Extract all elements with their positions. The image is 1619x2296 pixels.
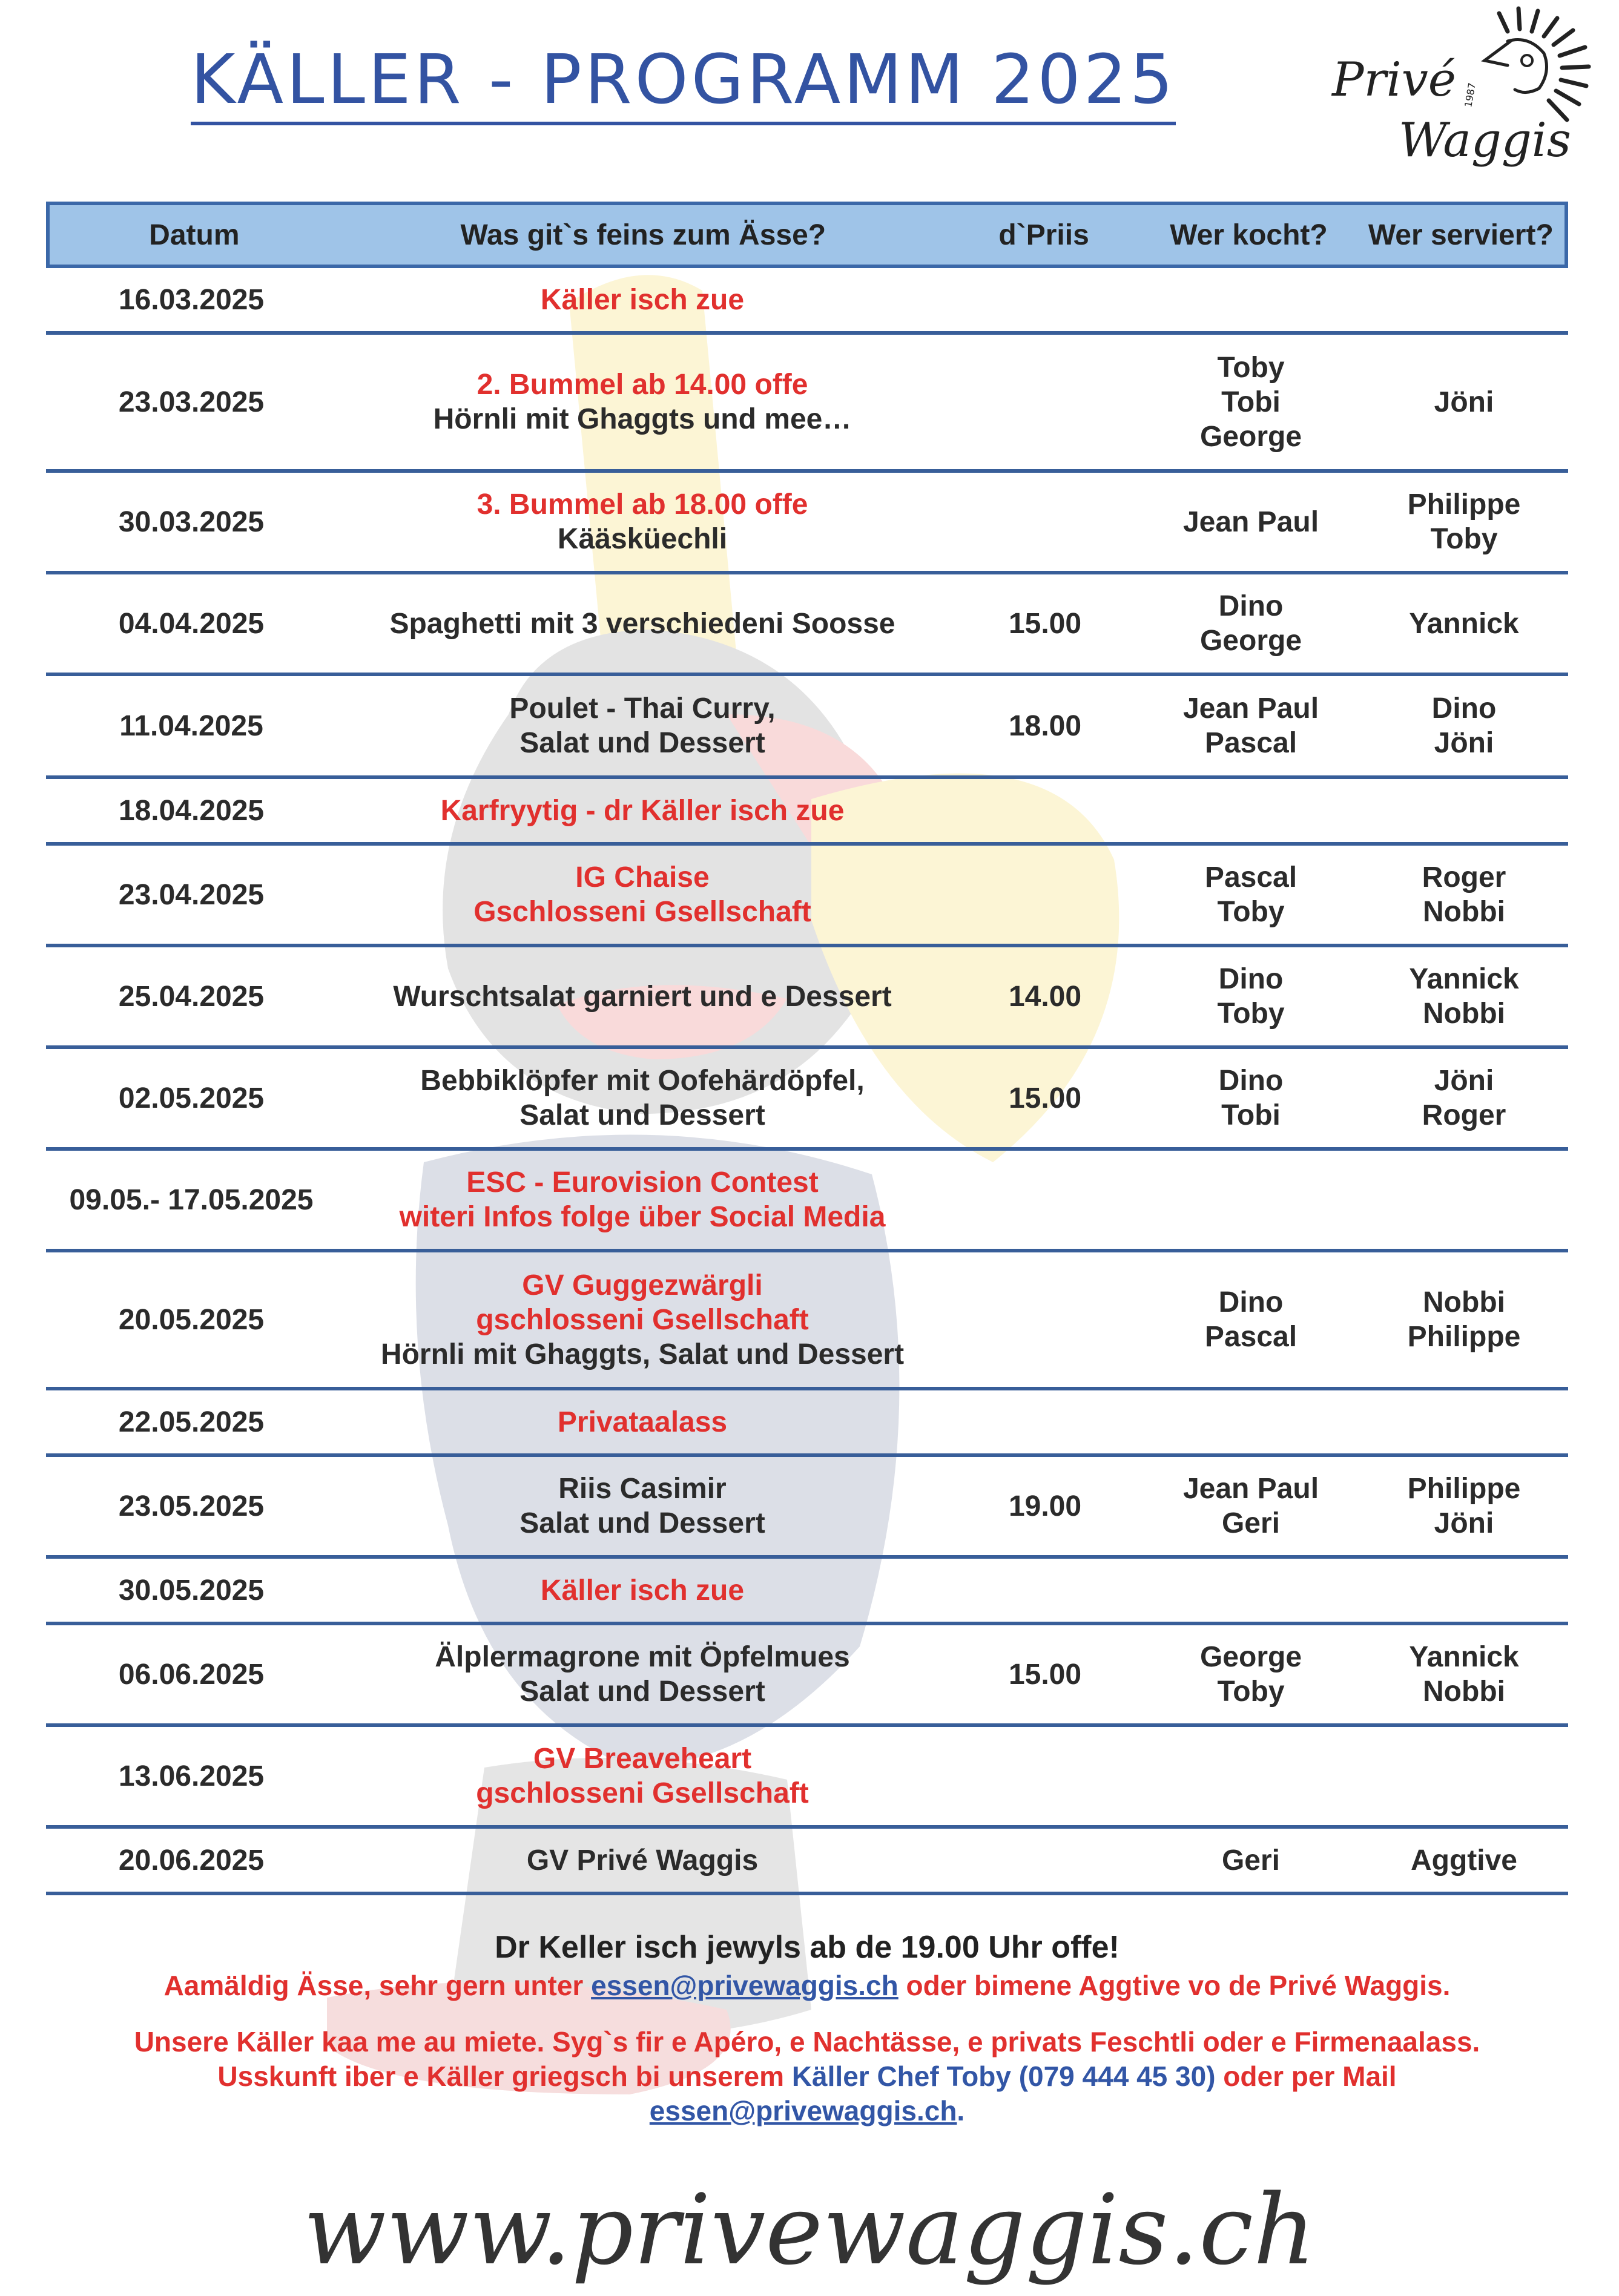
cell-date: 20.06.2025 — [118, 1844, 265, 1877]
footer-notes — [46, 1926, 1568, 2128]
cook-name: Pascal — [1204, 861, 1298, 893]
cell-meal — [337, 1742, 948, 1811]
signup-note: Aamäldig Ässe, sehr gern unter essen@privewaggis.ch oder bimene Aggtive vo de Privé Waggis. — [163, 1970, 1451, 2001]
meal-line: ESC - Eurovision Contest — [466, 1166, 819, 1199]
cell-meal — [337, 1640, 948, 1709]
cell-date: 30.05.2025 — [118, 1574, 265, 1607]
cell-serve — [1360, 691, 1568, 760]
cell-cook — [1142, 1285, 1360, 1354]
cell-meal — [337, 367, 948, 436]
cook-name: Jean Paul — [1182, 692, 1319, 725]
table-row — [46, 1727, 1568, 1829]
cell-serve — [1360, 487, 1568, 556]
server-name: Yannick — [1409, 1641, 1519, 1673]
cell-meal — [337, 691, 948, 760]
cell-date: 16.03.2025 — [118, 283, 265, 316]
server-name: Roger — [1422, 1099, 1506, 1131]
cell-meal — [337, 794, 948, 828]
meal-line: gschlosseni Gsellschaft — [476, 1777, 809, 1809]
opening-hours-note: Dr Keller isch jewyls ab de 19.00 Uhr offe! — [495, 1930, 1119, 1965]
table-row — [46, 473, 1568, 574]
meal-line: Älplermagrone mit Öpfelmues — [435, 1641, 850, 1673]
server-name: Aggtive — [1410, 1844, 1517, 1877]
cook-name: Toby — [1217, 351, 1285, 384]
cook-name: Tobi — [1221, 386, 1281, 418]
server-name: Philippe — [1407, 1321, 1521, 1353]
cell-date: 30.03.2025 — [118, 505, 265, 538]
table-row — [46, 1829, 1568, 1895]
cell-meal — [337, 1165, 948, 1234]
cook-name: Pascal — [1204, 1321, 1298, 1353]
cell-cook — [1142, 860, 1360, 929]
meal-line: Gschlosseni Gsellschaft — [473, 896, 811, 928]
rent-note: Unsere Käller kaa me au miete. Syg`s fir e Apéro, e Nachtässe, e privats Feschtli oder e Firmenaalass. — [134, 2026, 1480, 2058]
table-row — [46, 335, 1568, 473]
svg-text:1987: 1987 — [1462, 82, 1479, 108]
cook-name: Dino — [1218, 1286, 1284, 1318]
server-name: Philippe — [1407, 488, 1521, 521]
server-name: Dino — [1431, 692, 1497, 725]
server-name: Yannick — [1409, 963, 1519, 995]
server-name: Toby — [1430, 523, 1498, 555]
cell-serve — [1360, 385, 1568, 419]
cell-meal — [337, 979, 948, 1014]
table-row — [46, 1457, 1568, 1559]
cell-cook — [1142, 589, 1360, 658]
header-meal: Was git`s feins zum Ässe? — [460, 219, 826, 251]
server-name: Nobbi — [1423, 998, 1505, 1030]
cell-meal — [337, 1472, 948, 1541]
meal-line: witeri Infos folge über Social Media — [399, 1201, 886, 1233]
table-row — [46, 1151, 1568, 1252]
cell-serve — [1360, 1064, 1568, 1133]
info-note: Usskunft iber e Käller griegsch bi unserem Käller Chef Toby (079 444 45 30) oder per Mail — [217, 2061, 1397, 2092]
meal-line: Käller isch zue — [540, 1574, 745, 1607]
header-cook: Wer kocht? — [1170, 219, 1328, 251]
cook-name: Tobi — [1221, 1099, 1281, 1131]
cell-meal — [337, 860, 948, 929]
meal-line: Bebbiklöpfer mit Oofehärdöpfel, — [420, 1065, 865, 1097]
cook-name: Toby — [1217, 896, 1285, 928]
prive-waggis-logo — [1326, 5, 1592, 186]
meal-line: Salat und Dessert — [519, 1676, 765, 1708]
meal-line: GV Privé Waggis — [526, 1844, 759, 1877]
cell-date: 23.03.2025 — [118, 386, 265, 418]
cell-date: 18.04.2025 — [118, 794, 265, 827]
server-name: Jöni — [1434, 386, 1494, 418]
cell-date: 04.04.2025 — [118, 607, 265, 640]
cell-cook — [1142, 350, 1360, 454]
cell-date: 25.04.2025 — [118, 980, 265, 1013]
table-row — [46, 947, 1568, 1049]
table-row — [46, 676, 1568, 779]
cook-name: Pascal — [1204, 727, 1298, 759]
meal-line: Wurschtsalat garniert und e Dessert — [393, 980, 892, 1013]
cell-cook — [1142, 1640, 1360, 1709]
header-serve: Wer serviert? — [1368, 219, 1554, 251]
cell-price: 19.00 — [1008, 1490, 1082, 1522]
cell-cook — [1142, 691, 1360, 760]
cell-meal — [337, 1405, 948, 1439]
cell-meal — [337, 487, 948, 556]
meal-line: Spaghetti mit 3 verschiedeni Soosse — [389, 607, 895, 640]
svg-text:Waggis: Waggis — [1399, 113, 1571, 168]
cell-price: 15.00 — [1008, 607, 1082, 640]
cook-name: Dino — [1218, 590, 1284, 622]
table-row — [46, 846, 1568, 947]
cook-name: Toby — [1217, 998, 1285, 1030]
table-row — [46, 574, 1568, 676]
meal-line: Riis Casimir — [558, 1473, 727, 1505]
meal-line: Käller isch zue — [540, 283, 745, 316]
header-date: Datum — [149, 219, 240, 251]
meal-line: Hörnli mit Ghaggts, Salat und Dessert — [380, 1338, 905, 1370]
cell-price: 18.00 — [1008, 709, 1082, 742]
cell-date: 13.06.2025 — [118, 1760, 265, 1792]
table-row — [46, 1252, 1568, 1390]
cook-name: George — [1199, 625, 1302, 657]
cell-cook — [1142, 962, 1360, 1031]
cook-name: Toby — [1217, 1676, 1285, 1708]
table-row — [46, 1559, 1568, 1625]
table-row — [46, 268, 1568, 335]
cell-cook — [1142, 1843, 1360, 1878]
cell-date: 23.04.2025 — [118, 878, 265, 911]
page-title: KÄLLER - PROGRAMM 2025 — [191, 42, 1176, 125]
cell-serve — [1360, 607, 1568, 641]
cook-name: George — [1199, 420, 1302, 453]
cell-date: 06.06.2025 — [118, 1658, 265, 1691]
cell-price: 15.00 — [1008, 1082, 1082, 1114]
cook-name: Jean Paul — [1182, 505, 1319, 538]
cell-cook — [1142, 1064, 1360, 1133]
server-name: Jöni — [1434, 727, 1494, 759]
meal-line: Karfryytig - dr Käller isch zue — [440, 794, 845, 827]
meal-line: IG Chaise — [575, 861, 710, 893]
server-name: Nobbi — [1423, 896, 1505, 928]
cell-date: 11.04.2025 — [119, 709, 263, 742]
email-link-2[interactable]: essen@privewaggis.ch — [649, 2095, 957, 2127]
meal-line: gschlosseni Gsellschaft — [476, 1303, 809, 1336]
meal-line: Salat und Dessert — [519, 727, 765, 759]
cell-date: 22.05.2025 — [118, 1406, 265, 1438]
cell-meal — [337, 283, 948, 317]
table-row — [46, 1049, 1568, 1151]
cook-name: Geri — [1221, 1507, 1281, 1539]
server-name: Jöni — [1434, 1065, 1494, 1097]
cell-meal — [337, 607, 948, 641]
cell-cook — [1142, 505, 1360, 539]
cook-name: Geri — [1221, 1844, 1281, 1877]
server-name: Roger — [1422, 861, 1506, 893]
website-url[interactable]: www.privewaggis.ch — [303, 2173, 1316, 2286]
table-row — [46, 779, 1568, 846]
cell-meal — [337, 1843, 948, 1878]
cell-price: 14.00 — [1008, 980, 1082, 1013]
cook-name: George — [1199, 1641, 1302, 1673]
meal-line: Privataalass — [557, 1406, 728, 1438]
info-email-line: essen@privewaggis.ch. — [649, 2095, 965, 2127]
cell-cook — [1142, 1472, 1360, 1541]
server-name: Nobbi — [1423, 1286, 1505, 1318]
cell-date: 02.05.2025 — [118, 1082, 265, 1114]
server-name: Jöni — [1434, 1507, 1494, 1539]
meal-line: Salat und Dessert — [519, 1099, 765, 1131]
meal-line: Kääsküechli — [557, 523, 728, 555]
cook-name: Jean Paul — [1182, 1473, 1319, 1505]
cell-serve — [1360, 860, 1568, 929]
table-row — [46, 1625, 1568, 1727]
cell-serve — [1360, 1285, 1568, 1354]
table-body — [46, 268, 1568, 1895]
contact-person: Käller Chef Toby (079 444 45 30) — [791, 2061, 1216, 2092]
cell-meal — [337, 1268, 948, 1372]
cook-name: Dino — [1218, 963, 1284, 995]
cell-serve — [1360, 1472, 1568, 1541]
meal-line: Salat und Dessert — [519, 1507, 765, 1539]
program-table — [46, 202, 1568, 1895]
server-name: Philippe — [1407, 1473, 1521, 1505]
cook-name: Dino — [1218, 1065, 1284, 1097]
cell-serve — [1360, 1640, 1568, 1709]
meal-line: GV Guggezwärgli — [522, 1269, 763, 1301]
meal-line: GV Breaveheart — [533, 1743, 752, 1775]
svg-text:Privé: Privé — [1332, 53, 1456, 107]
meal-line: 2. Bummel ab 14.00 offe — [476, 369, 808, 401]
server-name: Nobbi — [1423, 1676, 1505, 1708]
cell-serve — [1360, 962, 1568, 1031]
header-price: d`Priis — [998, 219, 1089, 251]
cell-date: 23.05.2025 — [118, 1490, 265, 1522]
meal-line: Hörnli mit Ghaggts und mee… — [433, 403, 852, 435]
table-header — [46, 202, 1568, 268]
email-link[interactable]: essen@privewaggis.ch — [591, 1970, 899, 2001]
meal-line: Poulet - Thai Curry, — [509, 692, 776, 725]
cell-price: 15.00 — [1008, 1658, 1082, 1691]
cell-date: 20.05.2025 — [118, 1303, 265, 1336]
cell-serve — [1360, 1843, 1568, 1878]
cell-meal — [337, 1064, 948, 1133]
table-row — [46, 1390, 1568, 1457]
server-name: Yannick — [1409, 607, 1519, 640]
cell-date: 09.05.- 17.05.2025 — [69, 1183, 314, 1216]
meal-line: 3. Bummel ab 18.00 offe — [476, 488, 808, 521]
cell-meal — [337, 1573, 948, 1608]
